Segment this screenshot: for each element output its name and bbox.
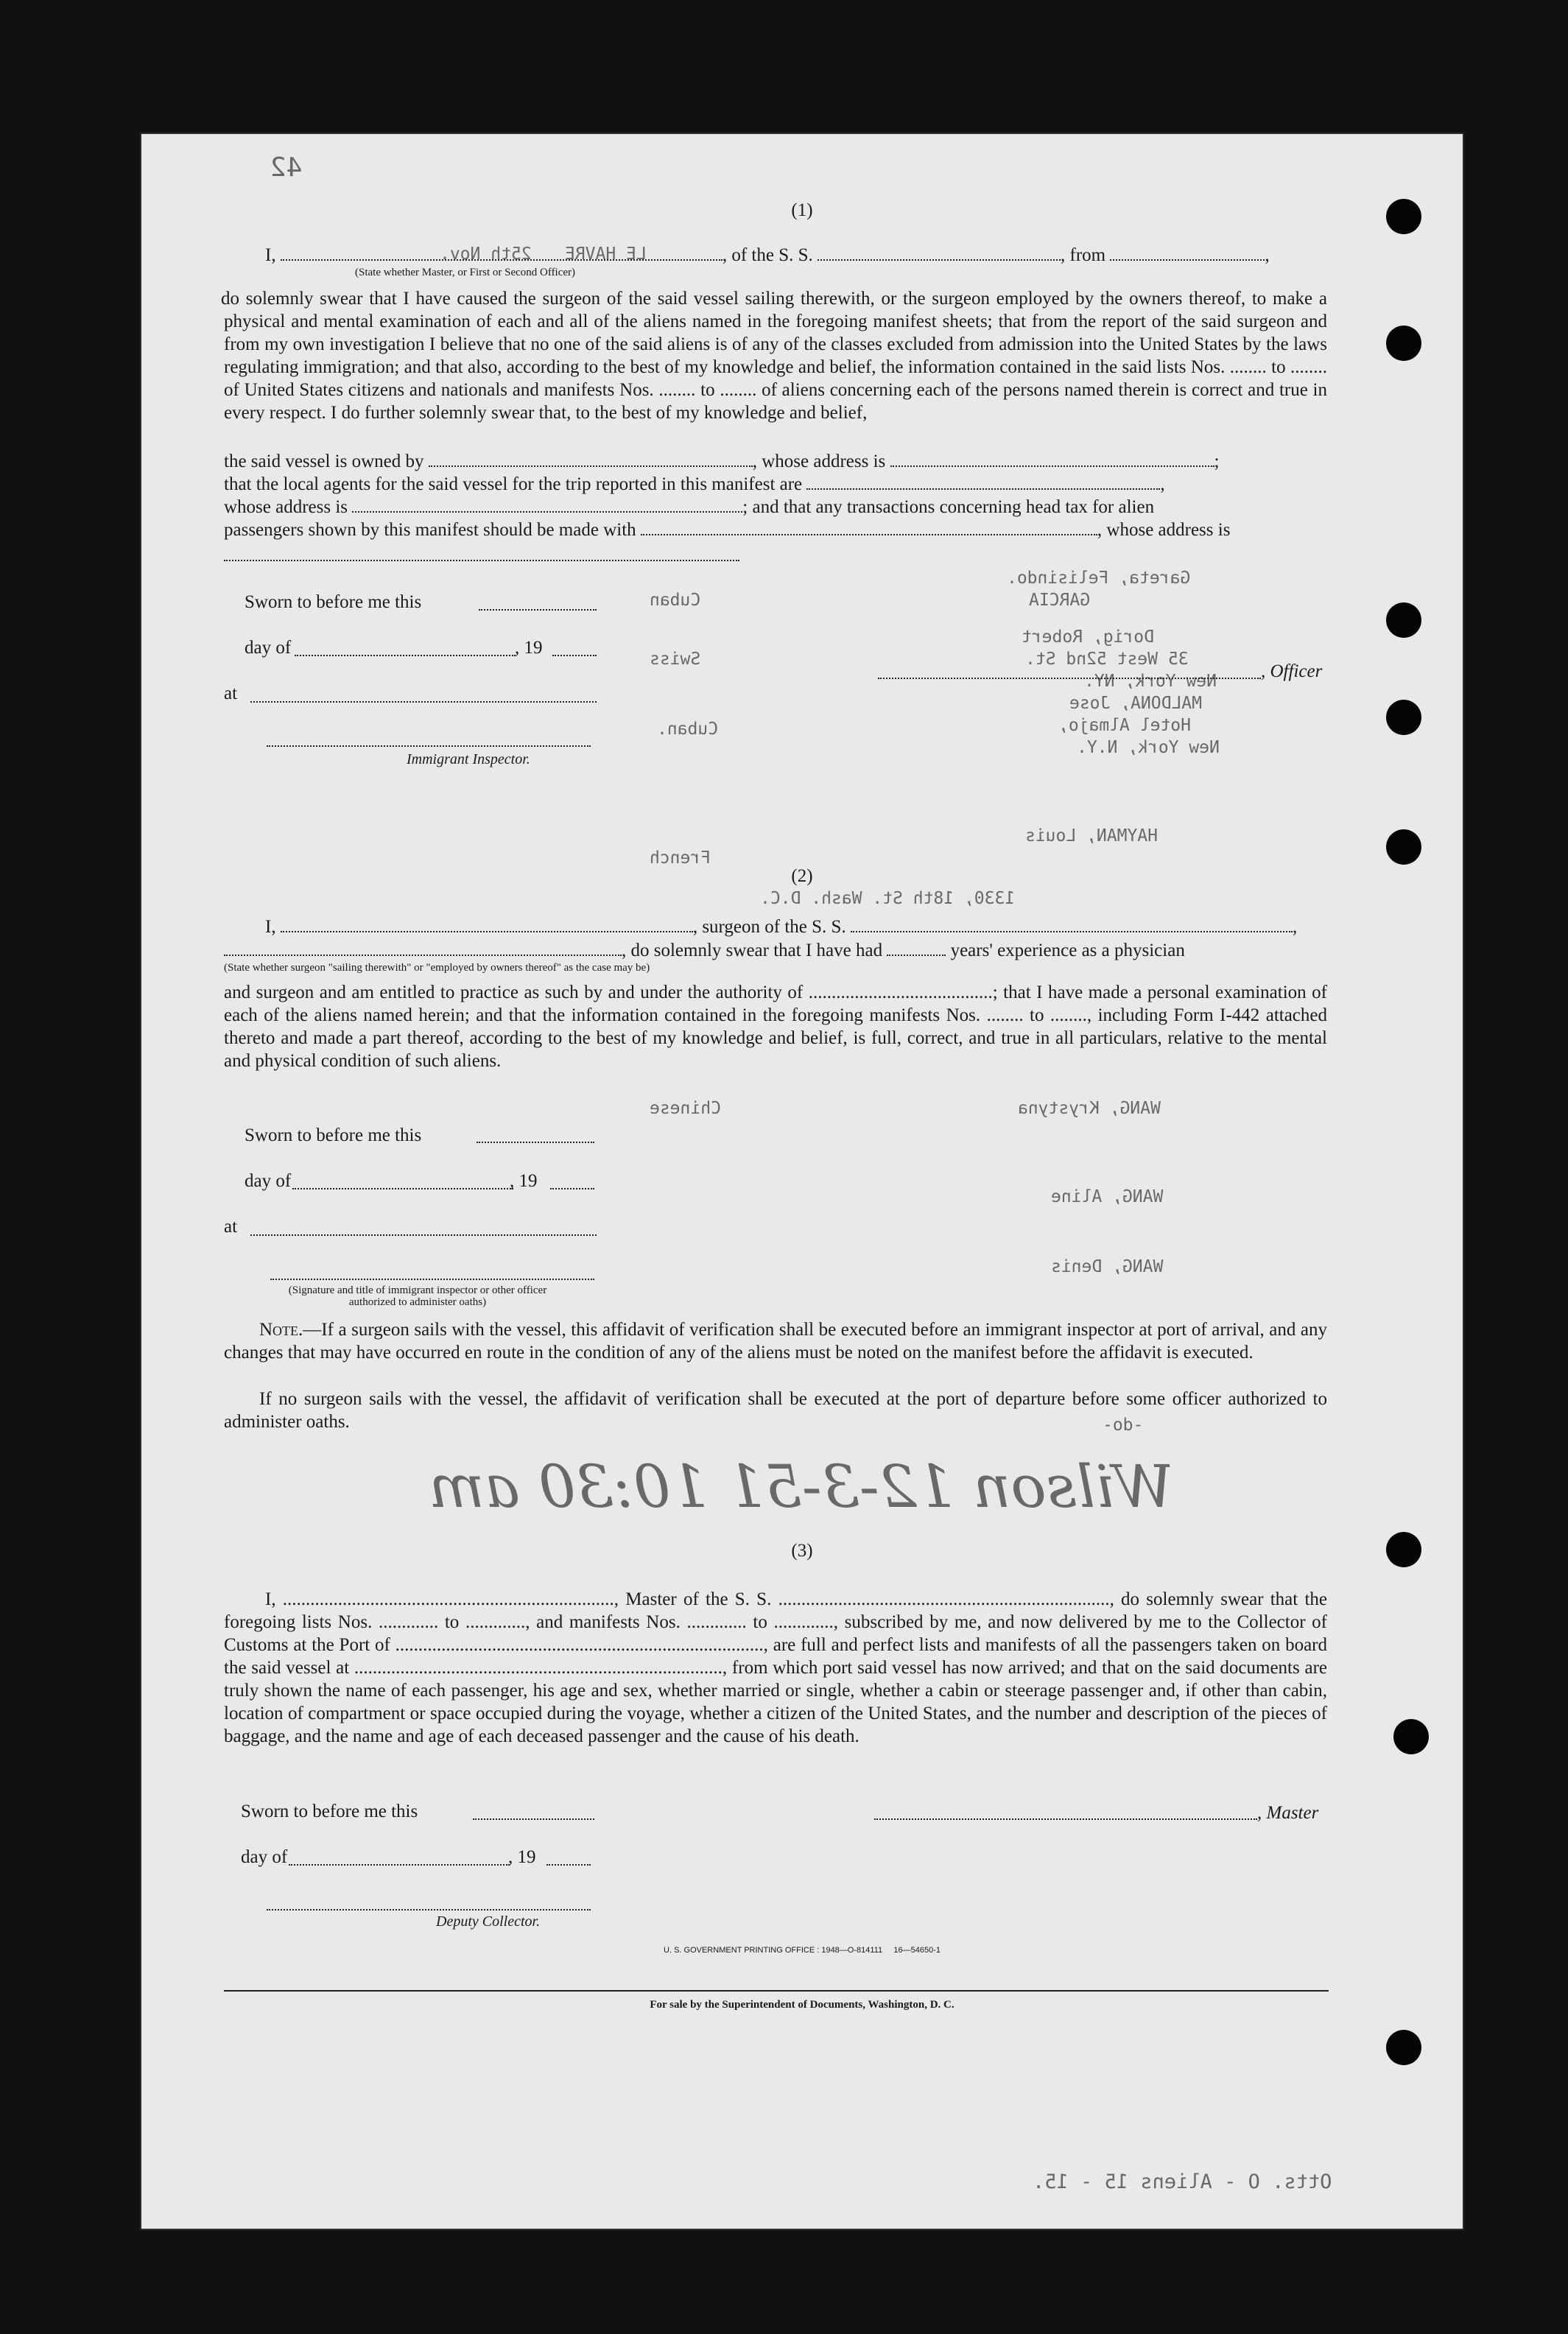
bleed-line: New York, NY.	[1084, 672, 1217, 691]
year-field-1[interactable]	[552, 655, 597, 656]
day-of-label-3: day of	[241, 1847, 288, 1867]
section-3-heading: (3)	[791, 1541, 813, 1561]
owner-address-label: , whose address is	[752, 451, 886, 471]
sworn-label-3: Sworn to before me this	[241, 1802, 418, 1821]
inspector-signature-line[interactable]	[267, 745, 591, 747]
binder-hole	[1386, 829, 1421, 865]
year-label-1: , 19	[515, 638, 543, 658]
section-1-oath: do solemnly swear that I have caused the surgeon of the said vessel sailing therewith, or the surgeon employed by the owners thereof, to make a physical and mental examination of each and all of the aliens named in the foregoing manifest sheets; that from the report of the said surgeon and from my own investigation I believe that no one of the said aliens is of any of the classes excluded from admission into the United States by the laws regulating immigration; and that also, according to the best of my knowledge and belief, the information contained in the said lists Nos. ........ to ........ of United States citizens and nationals and manifests Nos. ........ to ........ of aliens concerning each of the persons named therein is correct and true in every respect. I do further solemnly swear that, to the best of my knowledge and belief,	[221, 289, 1327, 423]
sworn-day-field-3[interactable]	[473, 1818, 594, 1820]
sale-notice: For sale by the Superintendent of Documents, Washington, D. C.	[650, 1999, 954, 2011]
day-of-label-1: day of	[245, 638, 292, 658]
section-2-heading: (2)	[791, 866, 813, 886]
master-label: , Master	[1257, 1803, 1319, 1823]
bleed-line: Chinese	[650, 1099, 721, 1118]
owned-by-label: the said vessel is owned by	[224, 451, 424, 471]
note-text-1: —If a surgeon sails with the vessel, this affidavit of verification shall be executed before an immigrant inspector at port of arrival, and any changes that may have occurred en route in the condition of any of the aliens must be noted on the manifest before the affidavit is executed.	[224, 1320, 1327, 1363]
vessel-name-field[interactable]	[818, 245, 1061, 261]
deputy-collector-label: Deputy Collector.	[436, 1913, 541, 1930]
deputy-collector-signature-line[interactable]	[267, 1909, 591, 1911]
binder-hole	[1386, 700, 1421, 735]
address-continuation-line[interactable]	[224, 560, 739, 561]
from-port-field[interactable]	[1110, 245, 1265, 261]
bleed-line: Dorig, Robert	[1022, 628, 1155, 647]
surgeon-status-note: (State whether surgeon "sailing therewith" or "employed by owners thereof" as the case may be)	[224, 962, 650, 974]
owner-field[interactable]	[429, 451, 753, 467]
surgeon-note-1	[224, 1318, 1327, 1364]
bleed-line: WANG, Krystyna	[1018, 1099, 1161, 1118]
headtax-agent-field[interactable]	[641, 519, 1097, 535]
bleed-line: WANG, Denis	[1051, 1257, 1164, 1276]
at-label-1: at	[224, 683, 238, 703]
binder-hole	[1393, 1719, 1429, 1754]
at-label-2: at	[224, 1217, 238, 1237]
bleed-bottom: Otts. O - Aliens 15 - 15.	[1033, 2170, 1332, 2193]
month-field-3[interactable]	[289, 1864, 510, 1866]
bleed-corner-number: 42	[270, 152, 303, 183]
manifest-page: 42 25th Nov. LE HAVRE Gareta, Felisindo. GARCIA Cuban Swiss Dorig, Robert 35 West 52nd St. New York, NY. MALDONA, Jose Hotel Almajo, New York, N.Y. Cuban. HAYMAN, Louis French 1330, 18th St. Wash. D.C. WANG, Krystyna Chinese WANG, Aline WANG, Denis -do- Otts. O - Aliens 15 - 15. Wilson 12-3-51 10:30 am (1) I, , of the S. S. , from , (State whether Master, or First or Second Officer) do solemnly swear that I have caused the surgeon of the said vessel sailing therewith, or the surgeon employed by the owners thereof, to make a physical and mental examination of each and all of the aliens named in the foregoing manifest sheets; that from the report of the said surgeon and from my own investigation I believe that no one of the said aliens is of any of the classes excluded from admission into the United States by the laws regulating immigration; and that also, according to the best of my knowledge and belief, the information contained in the said lists Nos. ........ to ........ of United States citizens and nationals and manifests Nos. ........ to ........ of aliens concerning each of the persons named therein is correct and true in every respect. I do further solemnly swear that, to the best of my knowledge and belief, the said vessel is owned by , whose address is ; that the local agents for the said vessel for the trip reported in this manifest are , whose address is ; and that any transactions concerning head tax for alien passengers shown by this manifest should be made with , whose address is Sworn to before me this day of , 19 , Officer at Immigrant Inspector. (2) I, , surgeon of the S. S. , , do solemnly swear that I have had years' experience as a physician (State whether surgeon "sailing therewith" or "employed by owners thereof" as the case may be) and surgeon and am entitled to practice as such by and under the authority of ........................................; that I have made a personal examination of each of the aliens named herein; and that the information contained in the foregoing manifests Nos. ........ to ........, including Form I-442 attached thereto and made a part thereof, according to the best of my knowledge and belief, is full, correct, and true in all particulars, relative to the mental and physical condition of such aliens. Sworn to before me this day of , 19 at (Signature and title of immigrant inspector or other officer authorized to administer oaths) Note.—If a surgeon sails with the vessel, this affidavit of verification shall be executed before an immigrant inspector at port of arrival, and any changes that may have occurred en route in the condition of any of the aliens must be noted on the manifest before the affidavit is executed. If no surgeon sails with the vessel, the affidavit of verification shall be executed at the port of departure before some officer authorized to administer oaths. (3) I, ........................................................................, Master of the S. S. ........................................................................, do solemnly swear that the foregoing lists Nos. ............. to ............., and manifests Nos. ............. to ............., subscribed by me, and now delivered by me to the Collector of Customs at the Port of ................................................................................, are full and perfect lists and manifests of all the passengers taken on board the said vessel at ................................................................................, from which port said vessel has now arrived; and that on the said documents are truly shown the name of each passenger, his age and sex, whether married or single, whether a cabin or steerage passenger and, if other than cabin, location of compartment or space occupied during the voyage, whether a citizen of the United States, and the number and description of the pieces of baggage, and the name and age of each deceased passenger and the cause of his death. Sworn to before me this , Master day of , 19 Deputy Collector. U. S. GOVERNMENT PRINTING OFFICE : 1948—O-814111 16—54650-1 For sale by the Superintendent of Documents, Washington, D. C.	[141, 134, 1463, 2229]
section-1-of-ss: , of the S. S.	[722, 245, 813, 265]
years-field[interactable]	[887, 940, 946, 956]
bleed-line: Cuban.	[657, 720, 719, 739]
bleed-line: 35 West 52nd St.	[1025, 650, 1189, 669]
headtax-label: ; and that any transactions concerning head tax for alien	[742, 497, 1155, 517]
bleed-line: French	[650, 848, 711, 868]
signature-note: (Signature and title of immigrant inspector or other officer authorized to administer oaths)	[288, 1284, 547, 1308]
surgeon-of-label: , surgeon of the S. S.	[692, 917, 846, 937]
at-field-2[interactable]	[250, 1234, 597, 1236]
surgeon-vessel-field[interactable]	[851, 916, 1293, 932]
gpo-imprint: U. S. GOVERNMENT PRINTING OFFICE : 1948—O-814111 16—54650-1	[664, 1946, 941, 1955]
surgeon-name-field[interactable]	[281, 916, 693, 932]
year-field-2[interactable]	[550, 1188, 594, 1189]
officer-signature-line[interactable]	[878, 678, 1261, 679]
section-3-oath: I, ........................................................................, Master of the S. S. ........................................................................, do solemnly swear that the foregoing lists Nos. ............. to ............., and manifests Nos. ............. to ............., subscribed by me, and now delivered by me to the Collector of Customs at the Port of ................................................................................, are full and perfect lists and manifests of all the passengers taken on board the said vessel at ................................................................................, from which port said vessel has now arrived; and that on the said documents are truly shown the name of each passenger, his age and sex, whether married or single, whether a cabin or steerage passenger and, if other than cabin, location of compartment or space occupied during the voyage, whether a citizen of the United States, and the number and description of the pieces of baggage, and the name and age of each deceased passenger and the cause of his death.	[224, 1589, 1327, 1746]
passengers-address-label: , whose address is	[1097, 520, 1231, 540]
passengers-label: passengers shown by this manifest should be made with	[224, 520, 636, 540]
year-label-3: , 19	[508, 1847, 536, 1867]
section-1-i: I,	[265, 245, 276, 265]
bleed-line: New York, N.Y.	[1077, 738, 1220, 757]
officer-label: , Officer	[1261, 661, 1323, 681]
inspector-label: Immigrant Inspector.	[407, 751, 530, 767]
month-field-2[interactable]	[292, 1188, 513, 1189]
bleed-line: 1330, 18th St. Wash. D.C.	[760, 889, 1016, 908]
surgeon-note-2: If no surgeon sails with the vessel, the affidavit of verification shall be executed at the port of departure before some officer authorized to administer oaths.	[224, 1389, 1327, 1432]
day-of-label-2: day of	[245, 1171, 292, 1191]
year-field-3[interactable]	[546, 1864, 591, 1866]
owner-address-field[interactable]	[890, 451, 1214, 467]
do-solemnly-label: , do solemnly swear that I have had	[622, 941, 883, 960]
bleed-line: -do-	[1103, 1416, 1144, 1435]
binder-hole	[1386, 602, 1421, 638]
section-1-heading: (1)	[791, 200, 813, 220]
bleed-port: LE HAVRE	[565, 245, 647, 264]
section-1-from: , from	[1061, 245, 1106, 265]
binder-hole	[1386, 2030, 1421, 2065]
bleed-line: Gareta, Felisindo.	[1007, 569, 1191, 588]
agents-address-field[interactable]	[352, 496, 742, 513]
section-2-i: I,	[265, 917, 276, 937]
sworn-day-field-2[interactable]	[477, 1142, 594, 1143]
sworn-label-2: Sworn to before me this	[245, 1125, 422, 1145]
bleed-line: MALDONA, Jose	[1069, 694, 1203, 713]
note-label: Note.	[259, 1320, 303, 1340]
bleed-line: WANG, Aline	[1051, 1187, 1164, 1206]
bleed-line: HAYMAN, Louis	[1025, 826, 1159, 846]
sworn-day-field-1[interactable]	[479, 609, 597, 611]
bleed-line: Hotel Almajo,	[1058, 716, 1192, 735]
year-label-2: , 19	[510, 1171, 538, 1191]
footer-rule	[224, 1990, 1329, 1992]
officer-name-field[interactable]	[281, 245, 723, 261]
agents-label: that the local agents for the said vessel for the trip reported in this manifest are	[224, 474, 803, 494]
sworn-label-1: Sworn to before me this	[245, 592, 422, 612]
agents-field[interactable]	[806, 474, 1160, 490]
section-2-oath: and surgeon and am entitled to practice as such by and under the authority of ........................................; that I have made a personal examination of each of the aliens named herein; and that the information contained in the foregoing manifests Nos. ........ to ........, including Form I-442 attached thereto and made a part thereof, according to the best of my knowledge and belief, is full, correct, and true in all particulars, relative to the mental and physical condition of such aliens.	[224, 983, 1327, 1071]
bleed-handwriting: Wilson 12-3-51 10:30 am	[429, 1452, 1174, 1521]
authorized-officer-signature-line[interactable]	[270, 1279, 594, 1280]
bleed-line: Swiss	[650, 650, 701, 669]
agents-address-label: whose address is	[224, 497, 348, 517]
surgeon-status-field[interactable]	[224, 940, 622, 956]
at-field-1[interactable]	[250, 701, 597, 703]
binder-hole	[1386, 326, 1421, 361]
years-label: years' experience as a physician	[950, 941, 1185, 960]
master-signature-line[interactable]	[874, 1818, 1257, 1820]
bleed-line: Cuban	[650, 591, 701, 610]
bleed-line: GARCIA	[1029, 591, 1091, 610]
month-field-1[interactable]	[295, 655, 516, 656]
bleed-date: 25th Nov.	[440, 245, 532, 264]
officer-note: (State whether Master, or First or Second Officer)	[355, 267, 576, 278]
